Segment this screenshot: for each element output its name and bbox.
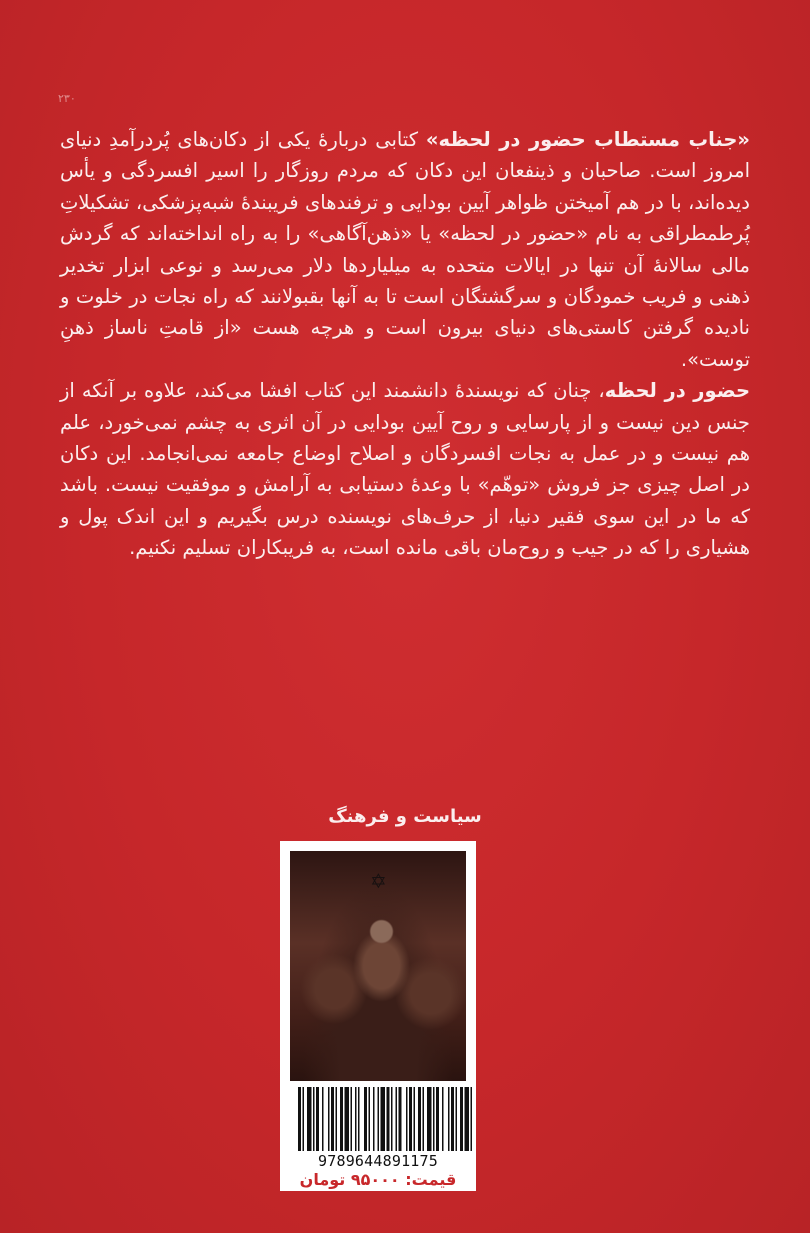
blurb-text: [60, 124, 750, 564]
barcode-bar: [418, 1087, 421, 1151]
barcode-bar: [364, 1087, 367, 1151]
barcode-bar: [378, 1087, 380, 1151]
blurb-title-quote: «جناب مستطاب حضور در لحظه»: [425, 128, 750, 151]
barcode-bar: [436, 1087, 439, 1151]
barcode-bar: [345, 1087, 350, 1151]
barcode-bar: [456, 1087, 458, 1151]
blurb-paragraph-2-body: ، چنان که نویسندهٔ دانشمند این کتاب افشا می‌کند، علاوه بر آنکه از جنس دین نیست و از پارسایی و روح آیین بودایی در آن اثری به چشم نمی‌خورد، علم هم نیست و در عمل به نجات افسردگان و اصلاح اوضاع جامعه نمی‌انجامد. این دکان در اصل چیزی جز فروش «توهّم» با وعدهٔ دستیابی به آرامش و موفقیت نیست. باشد که ما در این سوی فقیر دنیا، از حرف‌های نویسنده درس بگیریم و این اندک پول و هشیاری را که در جیب و روح‌مان باقی مانده است، به فریبکاران تسلیم نکنیم.: [60, 379, 750, 560]
barcode-bar: [460, 1087, 463, 1151]
barcode-bar: [387, 1087, 390, 1151]
barcode-bar: [442, 1087, 444, 1151]
barcode-bar: [427, 1087, 432, 1151]
barcode-bar: [414, 1087, 416, 1151]
barcode-bar: [451, 1087, 454, 1151]
barcode-panel: [280, 841, 476, 1191]
blurb-paragraph-1: [60, 124, 750, 375]
barcode-bar: [316, 1087, 319, 1151]
barcode-bar: [328, 1087, 330, 1151]
cover-photo-thumbnail: [290, 851, 466, 1081]
page-number-mark: ۲۳۰: [58, 92, 76, 105]
barcode-bar: [433, 1087, 435, 1151]
series-category: سیاست و فرهنگ: [328, 806, 482, 827]
barcode-bar: [396, 1087, 398, 1151]
blurb-book-name: حضور در لحظه: [604, 379, 750, 403]
barcode-bar: [298, 1087, 301, 1151]
barcode-bar: [336, 1087, 338, 1151]
barcode-bar: [373, 1087, 375, 1151]
blurb-paragraph-2: [60, 375, 750, 563]
blurb-paragraph-1-body: کتابی دربارهٔ یکی از دکان‌های پُردرآمدِ دنیای امروز است. صاحبان و ذینفعان این دکان که مردم روزگار را اسیر افسردگی و یأس دیده‌اند، با در هم آمیختن ظواهر آیین بودایی و ترفندهای فریبندهٔ شبه‌پزشکی، تشکیلاتِ پُرطمطراقی به نام «حضور در لحظه» یا «ذهن‌آگاهی» را به راه انداخته‌اند که گردش مالی سالانهٔ آن تنها در ایالات متحده به میلیاردها دلار می‌رسد و نوعی ابزار تخدیر ذهنی و فریب خمودگان و سرگشتگان است تا به آنها بقبولانند که راه نجات در خلوت و نادیده گرفتن کاستی‌های دنیای بیرون است و هرچه هست «از قامتِ ناساز ذهنِ توست».: [60, 128, 750, 371]
barcode-bar: [369, 1087, 371, 1151]
barcode-bar: [358, 1087, 360, 1151]
isbn-number: 9789644891175: [318, 1152, 438, 1170]
barcode-bar: [351, 1087, 353, 1151]
price-label: قیمت: ۹۵۰۰۰ تومان: [299, 1170, 457, 1189]
barcode-bar: [340, 1087, 343, 1151]
barcode-bar: [409, 1087, 412, 1151]
barcode-bar: [303, 1087, 305, 1151]
barcode-bar: [391, 1087, 393, 1151]
barcode-bars: [296, 1087, 474, 1151]
barcode-bar: [448, 1087, 450, 1151]
barcode-bar: [322, 1087, 324, 1151]
barcode-bar: [399, 1087, 402, 1151]
barcode-bar: [355, 1087, 357, 1151]
barcode-bar: [331, 1087, 334, 1151]
star-of-david-icon: ✡: [370, 869, 387, 893]
barcode-bar: [471, 1087, 473, 1151]
barcode-bar: [406, 1087, 408, 1151]
barcode-bar: [313, 1087, 315, 1151]
barcode-bar: [465, 1087, 470, 1151]
barcode-bar: [423, 1087, 425, 1151]
barcode-bar: [381, 1087, 386, 1151]
barcode-bar: [307, 1087, 312, 1151]
